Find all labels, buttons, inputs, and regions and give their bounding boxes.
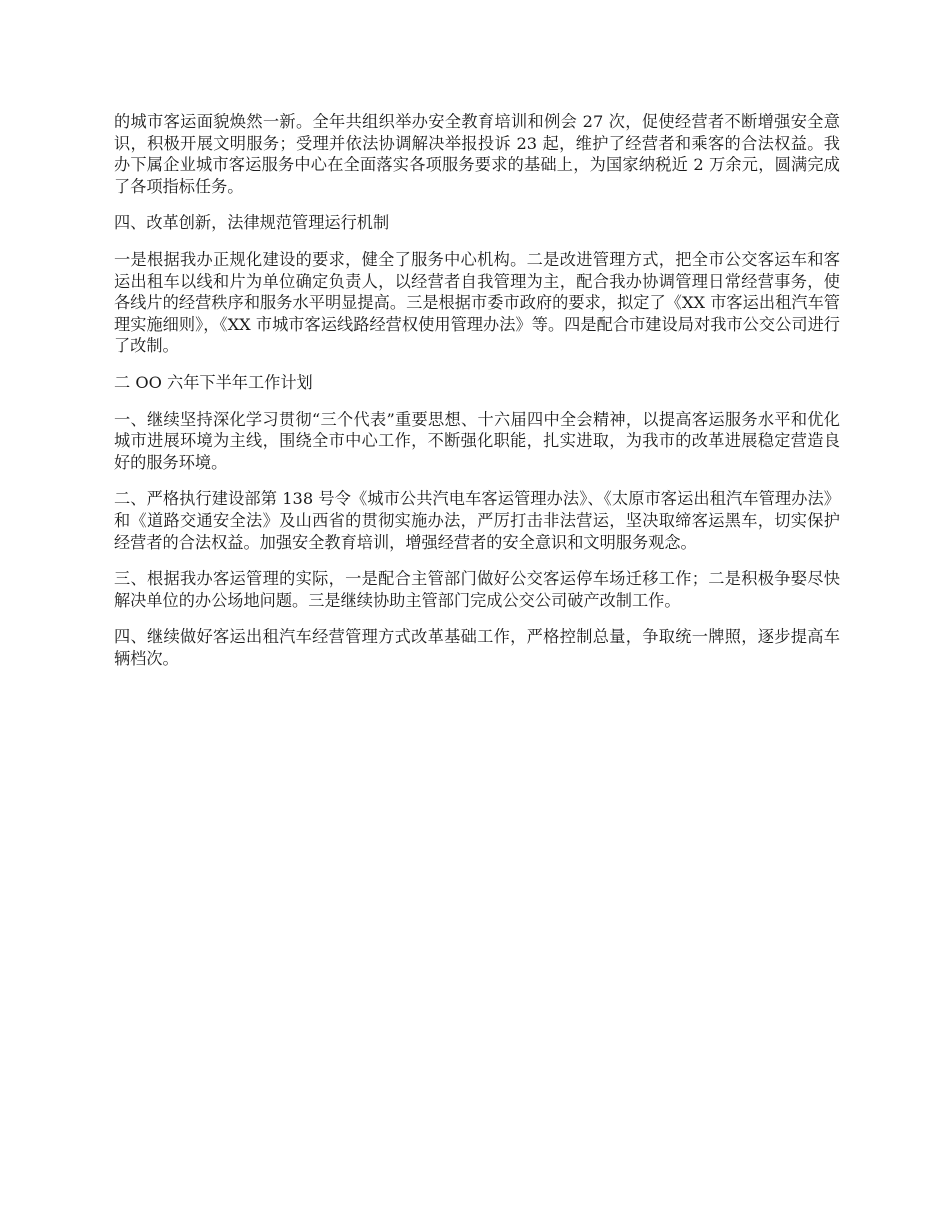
section-heading-plan: 二 OO 六年下半年工作计划 xyxy=(114,372,313,392)
paragraph-plan-4: 四、继续做好客运出租汽车经营管理方式改革基础工作，严格控制总量，争取统一牌照，逐步提高车辆档次。 xyxy=(114,627,840,668)
paragraph-plan-3: 三、根据我办客运管理的实际，一是配合主管部门做好公交客运停车场迁移工作；二是积极争娶尽快解决单位的办公场地问题。三是继续协助主管部门完成公交公司破产改制工作。 xyxy=(114,569,840,610)
document-page xyxy=(114,111,840,684)
paragraph-plan-2: 二、严格执行建设部第 138 号令《城市公共汽电车客运管理办法》、《太原市客运出租汽车管理办法》和《道路交通安全法》及山西省的贯彻实施办法，严厉打击非法营运，坚决取缔客运黑车，切实保护经营者的合法权益。加强安全教育培训，增强经营者的安全意识和文明服务观念。 xyxy=(114,489,840,552)
paragraph-summary: 的城市客运面貌焕然一新。全年共组织举办安全教育培训和例会 27 次，促使经营者不断增强安全意识，积极开展文明服务；受理并依法协调解决举报投诉 23 起，维护了经营者和乘客的合法权益。我办下属企业城市客运服务中心在全面落实各项服务要求的基础上，为国家纳税近 2 万余元，圆满完成了各项指标任务。 xyxy=(114,112,840,196)
section-heading-reform: 四、改革创新，法律规范管理运行机制 xyxy=(114,213,390,233)
paragraph-reform: 一是根据我办正规化建设的要求，健全了服务中心机构。二是改进管理方式，把全市公交客运车和客运出租车以线和片为单位确定负责人，以经营者自我管理为主，配合我办协调管理日常经营事务，使各线片的经营秩序和服务水平明显提高。三是根据市委市政府的要求，拟定了《XX 市客运出租汽车管理实施细则》，《XX 市城市客运线路经营权使用管理办法》等。四是配合市建设局对我市公交公司进行了改制。 xyxy=(114,249,840,356)
paragraph-plan-1: 一、继续坚持深化学习贯彻“三个代表”重要思想、十六届四中全会精神，以提高客运服务水平和优化城市进展环境为主线，围绕全市中心工作，不断强化职能，扎实进取，为我市的改革进展稳定营造良好的服务环境。 xyxy=(114,409,840,472)
